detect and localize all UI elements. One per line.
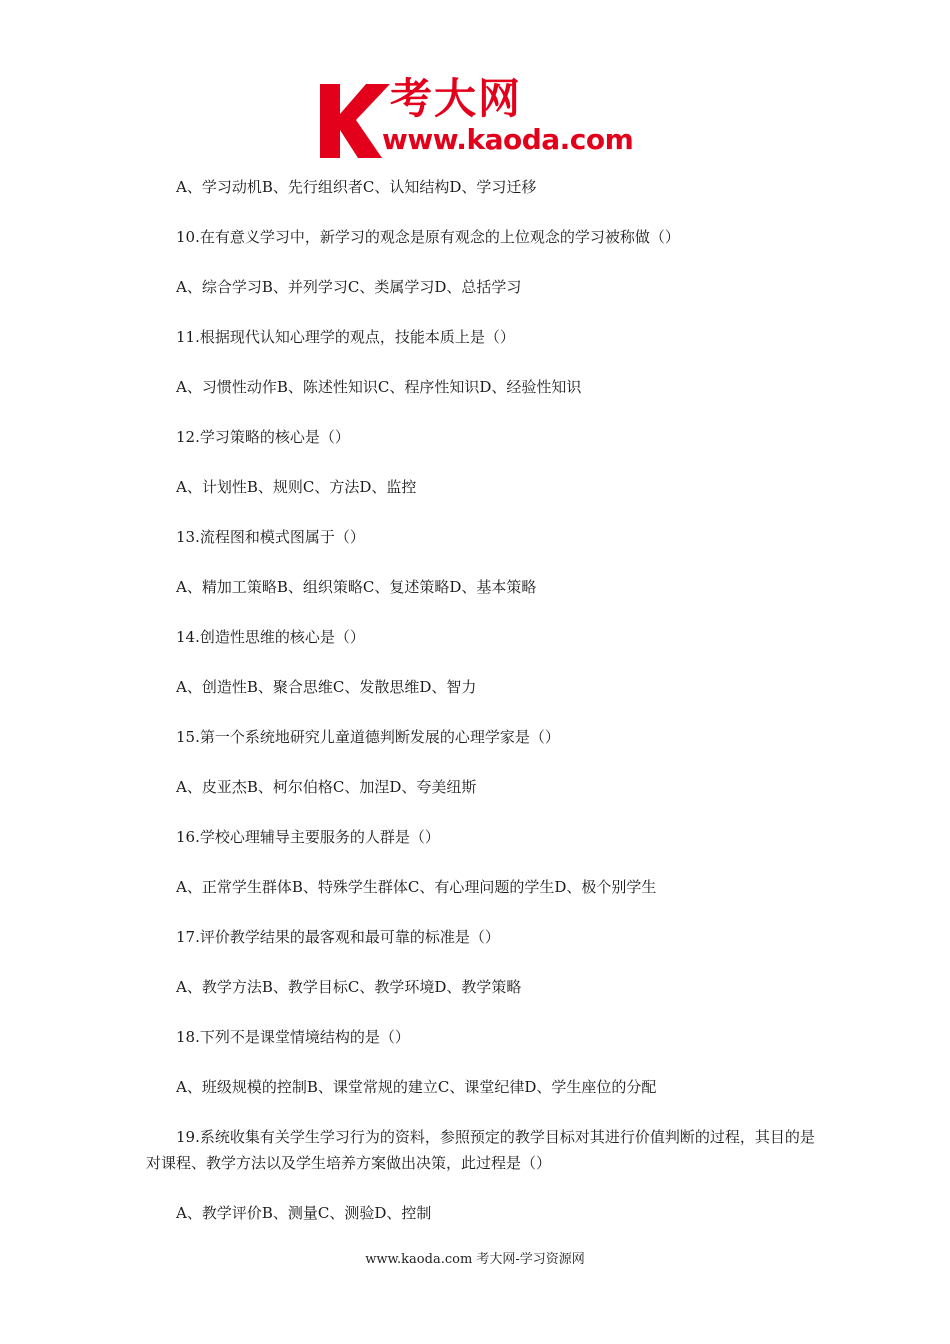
answer-options: A、皮亚杰B、柯尔伯格C、加涅D、夸美纽斯 xyxy=(176,778,477,796)
question-10: 10.在有意义学习中，新学习的观念是原有观念的上位观念的学习被称做（） xyxy=(176,228,680,246)
question-11: 11.根据现代认知心理学的观点，技能本质上是（） xyxy=(176,328,515,346)
answer-options: A、正常学生群体B、特殊学生群体C、有心理问题的学生D、极个别学生 xyxy=(176,878,657,896)
question-16: 16.学校心理辅导主要服务的人群是（） xyxy=(176,828,440,846)
question-14: 14.创造性思维的核心是（） xyxy=(176,628,365,646)
answer-options: A、班级规模的控制B、课堂常规的建立C、课堂纪律D、学生座位的分配 xyxy=(176,1078,657,1096)
page-footer: www.kaoda.com 考大网-学习资源网 xyxy=(365,1252,585,1267)
question-15: 15.第一个系统地研究儿童道德判断发展的心理学家是（） xyxy=(176,728,560,746)
answer-options: A、习惯性动作B、陈述性知识C、程序性知识D、经验性知识 xyxy=(176,378,582,396)
answer-options: A、计划性B、规则C、方法D、监控 xyxy=(176,478,417,496)
answer-options: A、学习动机B、先行组织者C、认知结构D、学习迁移 xyxy=(176,178,537,196)
answer-options: A、综合学习B、并列学习C、类属学习D、总括学习 xyxy=(176,278,522,296)
question-18: 18.下列不是课堂情境结构的是（） xyxy=(176,1028,410,1046)
question-19: 19.系统收集有关学生学习行为的资料，参照预定的教学目标对其进行价值判断的过程，其目的是对课程、教学方法以及学生培养方案做出决策，此过程是（） xyxy=(146,1128,815,1172)
answer-options: A、教学评价B、测量C、测验D、控制 xyxy=(176,1204,432,1222)
question-13: 13.流程图和模式图属于（） xyxy=(176,528,365,546)
question-content xyxy=(146,174,816,1250)
answer-options: A、创造性B、聚合思维C、发散思维D、智力 xyxy=(176,678,477,696)
kaoda-logo xyxy=(320,74,640,162)
logo-title: 考大网 xyxy=(390,74,523,123)
answer-options: A、精加工策略B、组织策略C、复述策略D、基本策略 xyxy=(176,578,537,596)
answer-options: A、教学方法B、教学目标C、教学环境D、教学策略 xyxy=(176,978,522,996)
question-17: 17.评价教学结果的最客观和最可靠的标准是（） xyxy=(176,928,500,946)
question-12: 12.学习策略的核心是（） xyxy=(176,428,350,446)
logo-url: www.kaoda.com xyxy=(382,123,634,156)
